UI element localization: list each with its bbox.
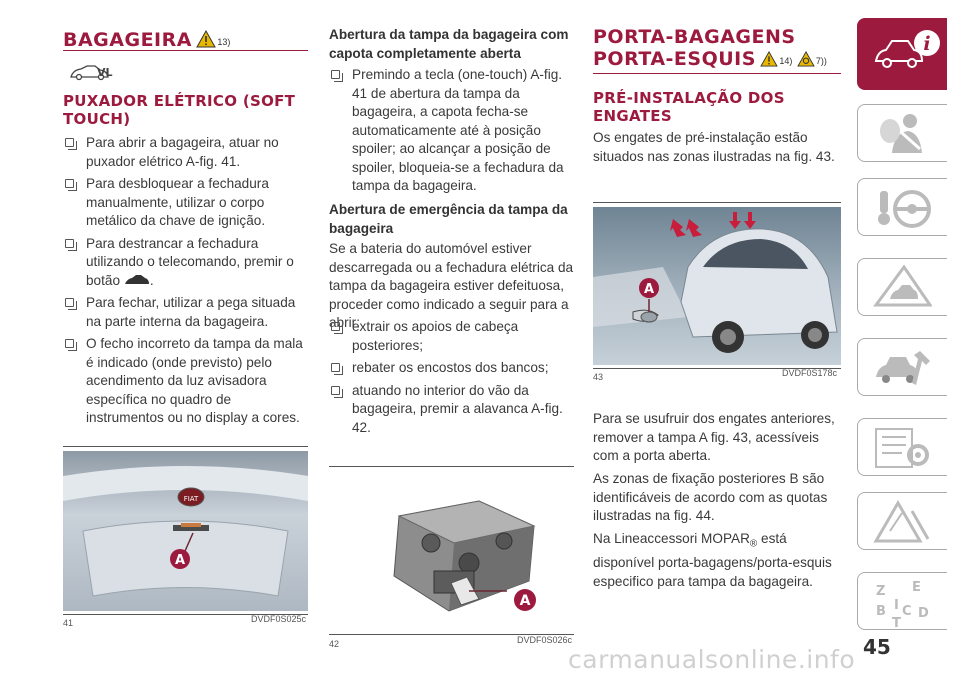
- list-item: Para fechar, utilizar a pega situada na parte interna da bagageira.: [63, 294, 308, 331]
- page-number: 45: [863, 635, 891, 659]
- figure-top-rule: [329, 466, 574, 467]
- paragraph: Para se usufruir dos engates anteriores, remover a tampa A fig. 43, acessíveis com a porta aberta.: [593, 411, 835, 463]
- tab-driving[interactable]: [857, 178, 947, 236]
- callout-label: A: [174, 553, 186, 568]
- section-heading: PRÉ-INSTALAÇÃO DOS ENGATES: [593, 89, 785, 125]
- svg-text:VL: VL: [97, 66, 113, 79]
- tab-technical[interactable]: [857, 418, 947, 476]
- paragraph: Na Lineaccessori $MOPAR_®$ está disponível porta-bagagens/porta-esquis especifico para tampa da bagageira.: [593, 531, 832, 589]
- figure-41: [63, 451, 308, 611]
- caution-icon: [797, 51, 815, 67]
- ref-note: 7)): [815, 56, 827, 66]
- heading-line-2: PORTA-ESQUIS: [593, 48, 756, 70]
- section-preinstalacao: [593, 89, 841, 125]
- paragraph-1: [593, 129, 841, 166]
- ref-note: 13): [217, 37, 231, 47]
- title-rule: [593, 73, 841, 74]
- tab-emergency[interactable]: [857, 492, 947, 550]
- subheading: Abertura da tampa da bagageira com capota completamente aberta: [329, 27, 569, 61]
- figure-number: 41: [63, 618, 74, 628]
- figure-code: DVDF0S178c: [781, 368, 837, 378]
- title-bagageira: [63, 29, 230, 51]
- figure-top-rule: [593, 202, 841, 203]
- heading: BAGAGEIRA: [63, 29, 192, 51]
- alphabet-index-icon: [872, 579, 932, 629]
- svg-text:E: E: [912, 580, 921, 595]
- svg-text:Z: Z: [876, 584, 886, 599]
- svg-text:B: B: [876, 604, 886, 619]
- subsection-1: [329, 26, 574, 63]
- figure-code: DVDF0S025c: [250, 614, 306, 624]
- tab-warnings[interactable]: [857, 258, 947, 316]
- svg-text:C: C: [902, 604, 912, 619]
- callout-label: A: [519, 593, 531, 609]
- paragraph-4: [593, 530, 841, 591]
- title-porta-bagagens: [593, 26, 827, 70]
- tab-safety[interactable]: [857, 104, 947, 162]
- subsection-2: [329, 201, 574, 238]
- list-item: rebater os encostos dos bancos;: [329, 359, 574, 378]
- figure-42: [329, 471, 574, 633]
- warning-car-icon: [872, 265, 932, 311]
- list-item: Premindo a tecla (one-touch) A-fig. 41 de abertura da tampa da bagageira, a capota fecha-se automaticamente até à posição spoiler; ao alcançar a posição de spoiler, bloqueia-se a fechadura da tampa da bagageira.: [329, 66, 574, 196]
- svg-text:FIAT: FIAT: [183, 495, 199, 503]
- title-rule: [63, 50, 308, 51]
- list-item: O fecho incorreto da tampa da mala é indicado (onde previsto) pelo acendimento da luz avisadora específica no quadro de instrumentos ou no display a cores.: [63, 335, 308, 428]
- list-item: extrair os apoios de cabeça posteriores;: [329, 318, 574, 355]
- tab-index[interactable]: [857, 572, 947, 630]
- tab-car-info[interactable]: [857, 18, 947, 90]
- key-steering-icon: [872, 185, 932, 231]
- car-info-icon: [872, 25, 942, 81]
- list-item: Para desbloquear a fechadura manualmente, utilizar o corpo metálico da chave de ignição.: [63, 175, 308, 231]
- svg-text:T: T: [892, 616, 901, 629]
- list-item: Para destrancar a fechadura utilizando o telecomando, premir o botão .: [63, 235, 308, 291]
- svg-text:I: I: [894, 598, 899, 613]
- bullet-list-2: [329, 318, 574, 441]
- bullet-list-1: [63, 134, 308, 432]
- tab-maintenance[interactable]: [857, 338, 947, 396]
- paragraph-2: [593, 410, 841, 466]
- triangle-road-icon: [872, 499, 932, 545]
- subheading: Abertura de emergência da tampa da bagageira: [329, 202, 568, 236]
- figure-top-rule: [63, 446, 308, 447]
- list-item: Para abrir a bagageira, atuar no puxador elétrico A-fig. 41.: [63, 134, 308, 171]
- bullet-a: [329, 66, 574, 200]
- car-wrench-icon: [872, 345, 932, 391]
- warning-icon: [196, 30, 216, 48]
- watermark: carmanualsonline.info: [568, 645, 856, 674]
- car-variant-icon: [69, 62, 115, 82]
- warning-icon: [760, 51, 778, 67]
- figure-number: 42: [329, 639, 340, 649]
- heading-line-1: PORTA-BAGAGENS: [593, 26, 796, 48]
- section-heading: PUXADOR ELÉTRICO (SOFT TOUCH): [63, 92, 296, 128]
- paragraph: As zonas de fixação posteriores B são identificáveis de acordo com as quotas ilustradas na fig. 44.: [593, 471, 828, 523]
- ref-note: 14): [779, 56, 793, 66]
- figure-code: DVDF0S026c: [516, 635, 572, 645]
- settings-list-icon: [872, 425, 932, 471]
- figure-number: 43: [593, 372, 604, 382]
- paragraph: Se a bateria do automóvel estiver descarregada ou a fechadura elétrica da tampa da bagageira estiver defeituosa, proceder como indicado a seguir para a abrir:: [329, 241, 574, 330]
- list-item: atuando no interior do vão da bagageira, premir a alavanca A-fig. 42.: [329, 382, 574, 438]
- airbag-person-icon: [872, 111, 932, 157]
- figure-43: [593, 207, 841, 365]
- svg-text:i: i: [923, 33, 931, 55]
- section-puxador: [63, 92, 308, 128]
- car-unlock-icon: [124, 274, 150, 286]
- svg-text:D: D: [918, 606, 929, 621]
- paragraph: Os engates de pré-instalação estão situados nas zonas ilustradas na fig. 43.: [593, 130, 835, 164]
- paragraph-3: [593, 470, 841, 526]
- callout-label: A: [643, 282, 655, 297]
